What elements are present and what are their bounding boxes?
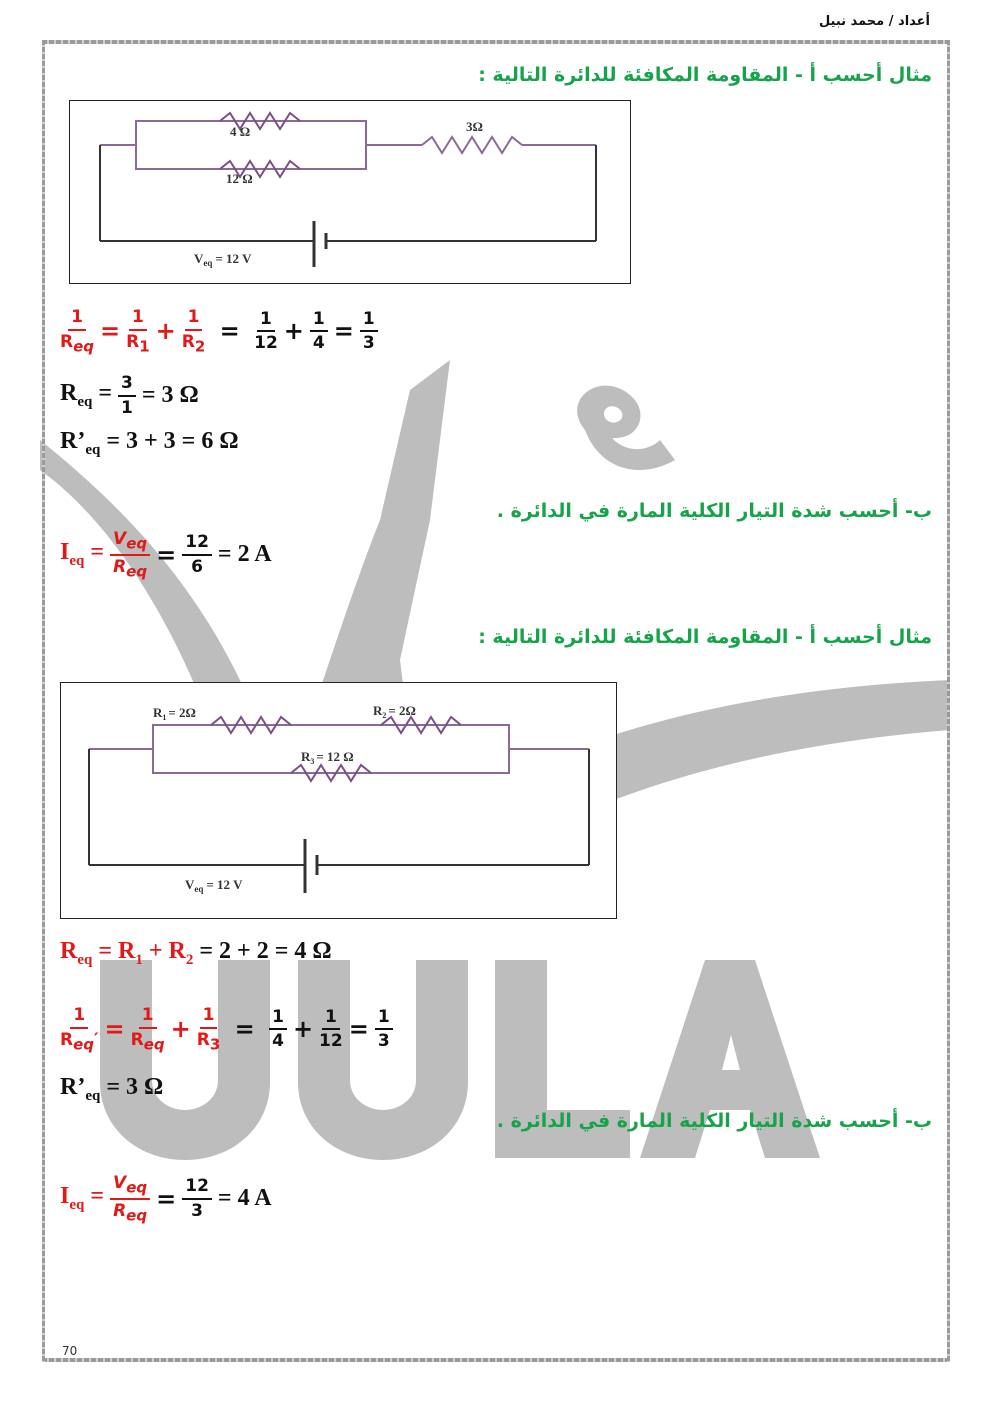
resistor-4ohm-label: 4 Ω [230,124,251,139]
r1-value: = 2Ω [168,705,196,720]
page-border-top [42,40,950,44]
r2-value: = 2Ω [388,703,416,718]
fraction: $\frac{1}{3}$ [360,310,378,353]
r3-subscript: 3 [310,757,315,766]
page-border-left [42,40,45,1362]
fraction: $\frac{1}{R_{eq}}$ [60,307,95,356]
r1-subscript: 1 [162,713,167,722]
example2-heading: مثال أحسب أ - المقاومة المكافئة للدائرة التالية : [478,626,932,648]
fraction: $\frac{1}{R_3}$ [196,1005,221,1054]
example2-equation-total: $R’_{eq} = 3$ Ω [60,1074,164,1104]
example2-circuit [60,682,617,919]
example1-equation-req: $R_{eq}$ = $\frac{3}{1}$ = 3 Ω [60,373,199,418]
fraction: $\frac{V_{eq}}{R_{eq}}$ [110,1174,150,1224]
svg-text:Veq= 12 V [194,251,252,268]
fraction: $\frac{1}{4}$ [269,1008,287,1051]
page-border-bottom [42,1358,950,1362]
svg-text:R1= 2Ω [153,705,196,722]
fraction: $\frac{12}{6}$ [182,533,212,576]
example2-equation-parallel: $\frac{1}{R_{eq}'}$ = $\frac{1}{R_{eq}}$ + $\frac{1}{R_3}$ = $\frac{1}{4}$ + $\frac{1}{12}$ = $\frac{1}{3}$ [60,1006,393,1053]
fraction: $\frac{1}{12}$ [254,308,278,354]
fraction: $\frac{1}{R_2}$ [181,307,206,356]
example1-equation-parallel: $\frac{1}{R_{eq}}$ = $\frac{1}{R_1}$ + $\frac{1}{R_2}$ = $\frac{1}{12}$ + $\frac{1}{4}$ = $\frac{1}{3}$ [60,308,378,355]
fraction: $\frac{12}{3}$ [182,1177,212,1220]
example1-equation-current: $I_{eq}$ = $\frac{V_{eq}}{R_{eq}}$ = $\frac{12}{6}$ = 2 A [60,529,272,581]
r2-subscript: 2 [382,711,387,720]
voltage-value: = 12 V [206,877,243,892]
author-credit: أعداد / محمد نبيل [818,14,930,29]
r3-value: = 12 Ω [316,749,354,764]
r1-symbol: R [153,705,163,720]
voltage-value: = 12 V [215,251,252,266]
example2-equation-current: $I_{eq}$ = $\frac{V_{eq}}{R_{eq}}$ = $\frac{12}{3}$ = 4 A [60,1173,272,1225]
page-border-right [947,40,950,1362]
voltage-subscript: eq [203,258,213,268]
svg-text:Veq= 12 V [185,877,243,894]
voltage-symbol: V [185,877,195,892]
example1-equation-total: $R’_{eq} = 3 + 3 = 6$ Ω [60,428,239,458]
fraction: $\frac{1}{12}$ [319,1006,343,1052]
example1-circuit [69,100,631,284]
fraction: $\frac{1}{4}$ [310,310,328,353]
resistor-12ohm-label: 12 Ω [226,171,253,186]
resistor-3ohm-label: 3Ω [466,119,483,134]
circuit-diagram-2 [61,683,616,918]
r2-symbol: R [373,703,383,718]
fraction: $\frac{1}{R_{eq}'}$ [60,1005,99,1054]
example1-heading: مثال أحسب أ - المقاومة المكافئة للدائرة التالية : [478,64,932,86]
circuit-diagram-1 [70,101,630,283]
svg-text:R3= 12 Ω [301,749,354,766]
fraction: $\frac{1}{R_1}$ [126,307,150,356]
fraction: $\frac{V_{eq}}{R_{eq}}$ [110,530,150,580]
fraction: $\frac{1}{3}$ [375,1008,393,1051]
svg-text:R2= 2Ω [373,703,416,720]
fraction: $\frac{3}{1}$ [118,374,136,417]
voltage-symbol: V [194,251,204,266]
example1-part-b-heading: ب- أحسب شدة التيار الكلية المارة في الدائرة . [496,500,932,522]
r3-symbol: R [301,749,311,764]
example2-equation-series: $R_{eq} = R_1 + R_2 = 2 + 2 = 4$ Ω [60,938,332,968]
page-number: 70 [62,1344,78,1358]
voltage-subscript: eq [194,884,204,894]
fraction: $\frac{1}{R_{eq}}$ [130,1005,165,1054]
example2-part-b-heading: ب- أحسب شدة التيار الكلية المارة في الدائرة . [496,1110,932,1132]
